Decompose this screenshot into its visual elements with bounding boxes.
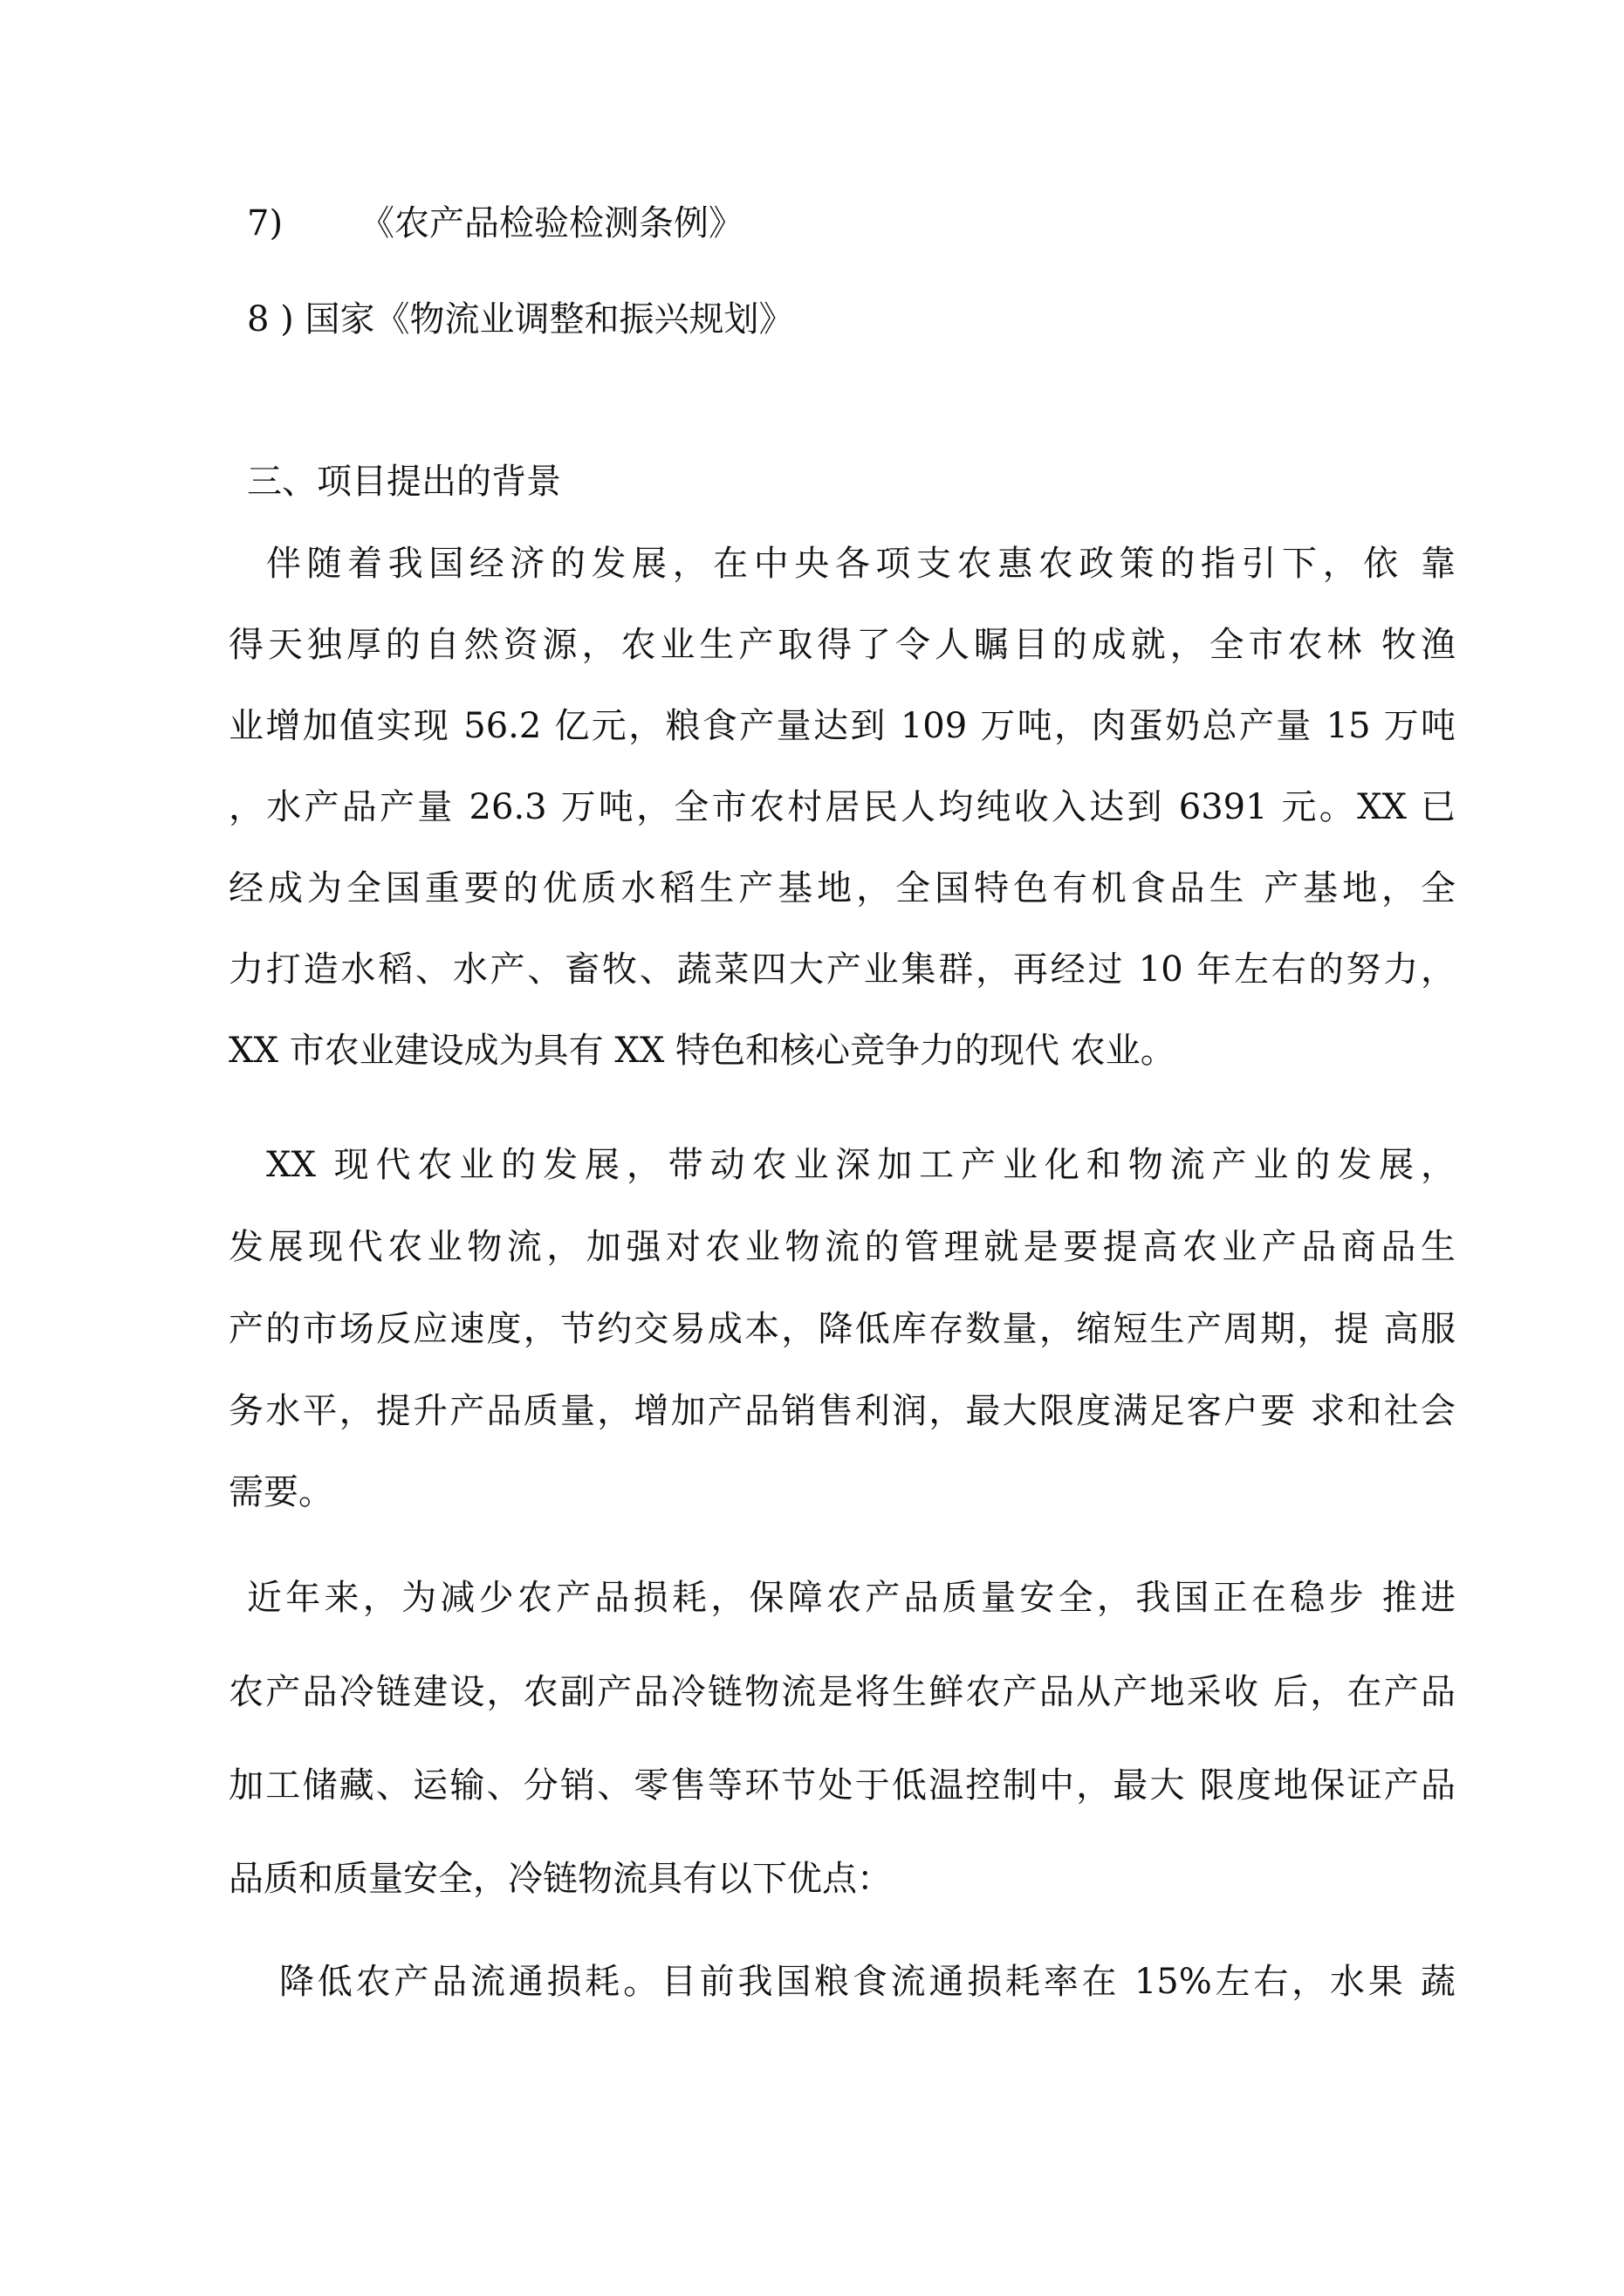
paragraph-2-line-2: 发展现代农业物流，加强对农业物流的管理就是要提高农业产品商品生 — [229, 1227, 1456, 1267]
paragraph-3-line-4: 品质和质量安全，冷链物流具有以下优点： — [229, 1859, 892, 1899]
paragraph-1-line-1: 伴随着我国经济的发展，在中央各项支农惠农政策的指引下，依 靠 — [266, 544, 1456, 584]
paragraph-1-line-4: ，水产品产量 26.3 万吨，全市农村居民人均纯收入达到 6391 元。XX 已 — [229, 787, 1456, 827]
paragraph-1-line-7: XX 市农业建设成为具有 XX 特色和核心竞争力的现代 农业。 — [229, 1031, 1175, 1071]
section-heading: 三、项目提出的背景 — [247, 462, 561, 502]
paragraph-2-line-3: 产的市场反应速度，节约交易成本，降低库存数量，缩短生产周期，提 高服 — [229, 1309, 1456, 1349]
paragraph-3-line-3: 加工储藏、运输、分销、零售等环节处于低温控制中，最大 限度地保证产品 — [229, 1765, 1456, 1806]
paragraph-3-line-2: 农产品冷链建设，农副产品冷链物流是将生鲜农产品从产地采收 后，在产品 — [229, 1672, 1456, 1712]
paragraph-2-line-4: 务水平，提升产品质量，增加产品销售利润，最大限度满足客户要 求和社会 — [229, 1391, 1456, 1431]
paragraph-1-line-6: 力打造水稻、水产、畜牧、蔬菜四大产业集群，再经过 10 年左右的努力， — [229, 949, 1456, 990]
list-item-7-text: 《农产品检验检测条例》 — [360, 203, 743, 243]
paragraph-2-line-5: 需要。 — [229, 1472, 333, 1512]
paragraph-1-line-3: 业增加值实现 56.2 亿元，粮食产量达到 109 万吨，肉蛋奶总产量 15 万吨 — [229, 706, 1456, 746]
list-item-7-number: 7) — [247, 203, 284, 243]
paragraph-4-line-1: 降低农产品流通损耗。目前我国粮食流通损耗率在 15%左右，水果 蔬 — [279, 1962, 1456, 2002]
paragraph-2-line-1: XX 现代农业的发展，带动农业深加工产业化和物流产业的发展， — [266, 1145, 1456, 1185]
paragraph-1-line-5: 经成为全国重要的优质水稻生产基地，全国特色有机食品生 产基地，全 — [229, 868, 1456, 908]
paragraph-3-line-1: 近年来，为减少农产品损耗，保障农产品质量安全，我国正在稳步 推进 — [247, 1578, 1456, 1618]
list-item-8: 8 ) 国家《物流业调整和振兴规划》 — [247, 299, 794, 339]
paragraph-1-line-2: 得天独厚的自然资源，农业生产取得了令人瞩目的成就，全市农林 牧渔 — [229, 625, 1456, 665]
